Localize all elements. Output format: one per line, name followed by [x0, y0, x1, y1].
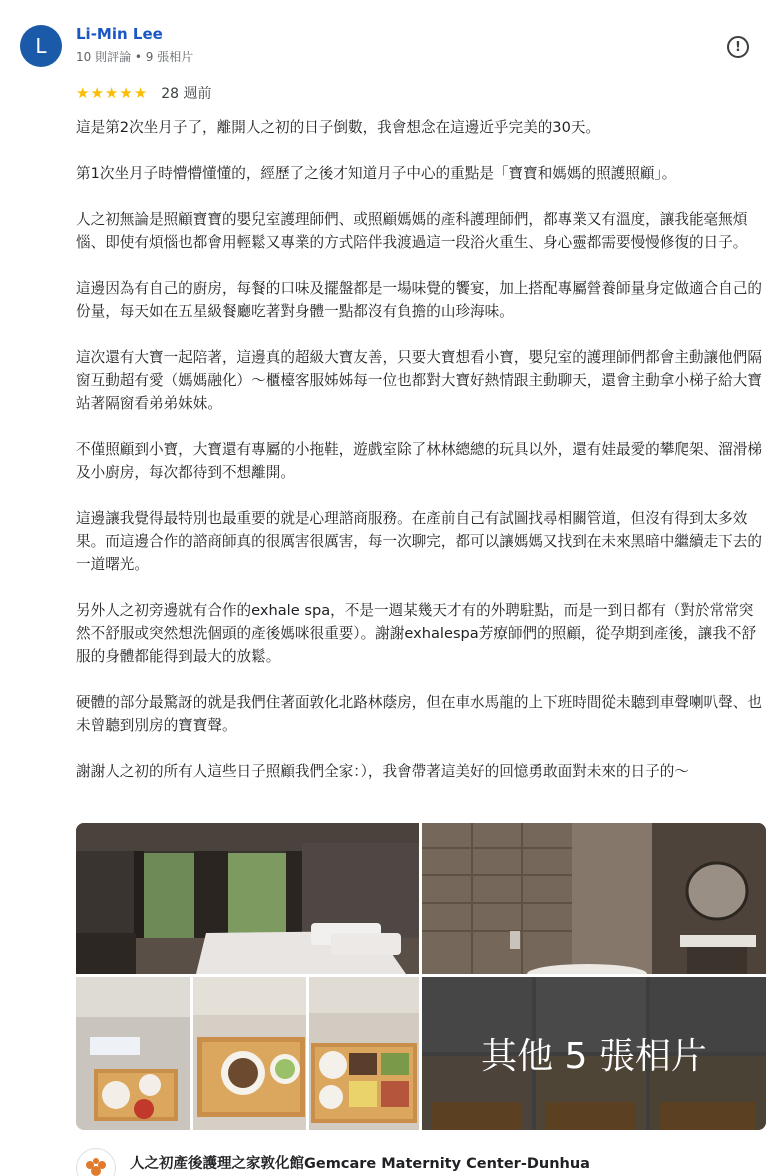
reviewer-name[interactable]: Li-Min Lee [76, 25, 163, 43]
facility-logo-icon [76, 1148, 116, 1176]
photo-more[interactable] [422, 977, 766, 1130]
star-icon: ★ [119, 83, 133, 102]
photo-meal-2[interactable] [193, 977, 306, 1130]
review-paragraph: 謝謝人之初的所有人這些日子照顧我們全家：），我會帶著這美好的回憶勇敢面對未來的日子的～ [76, 763, 689, 780]
more-photos-label[interactable]: 其他 5 張相片 [422, 977, 766, 1130]
reviewer-avatar[interactable]: L [20, 25, 62, 67]
star-icon: ★ [90, 83, 104, 102]
photo-bathroom[interactable] [422, 823, 766, 974]
review-paragraph: 第1次坐月子時懵懵懂懂的，經歷了之後才知道月子中心的重點是「寶寶和媽媽的照護照顧」。 [76, 165, 677, 182]
photo-bedroom[interactable] [76, 823, 419, 974]
rating-row [76, 82, 212, 104]
facility-name[interactable]: 人之初產後護理之家敦化館Gemcare Maternity Center-Dunhua [130, 1156, 590, 1172]
review-paragraph: 這邊讓我覺得最特別也最重要的就是心理諮商服務。在產前自己有試圖找尋相關管道，但沒有得到太多效果。而這邊合作的諮商師真的很厲害很厲害，每一次聊完，都可以讓媽媽又找到在未來黑暗中繼續走下去的一道曙光。 [76, 510, 762, 573]
review-text [76, 116, 766, 783]
photo-meal-3[interactable] [309, 977, 419, 1130]
star-icon: ★ [76, 83, 90, 102]
review-paragraph: 不僅照顧到小寶，大寶還有專屬的小拖鞋，遊戲室除了林林總總的玩具以外，還有娃最愛的攀爬架、溜滑梯及小廚房，每次都待到不想離開。 [76, 441, 762, 481]
review-header [0, 0, 768, 80]
photo-grid [76, 823, 766, 1130]
reviewer-meta: 10 則評論 • 9 張相片 [76, 50, 194, 64]
photo-meal-1[interactable] [76, 977, 190, 1130]
review-paragraph: 另外人之初旁邊就有合作的exhale spa，不是一週某幾天才有的外聘駐點，而是一到日都有（對於常常突然不舒服或突然想洗個頭的產後媽咪很重要）。謝謝exhalespa芳療師們的照顧，從孕期到產後，讓我不舒服的身體都能得到最大的放鬆。 [76, 602, 757, 665]
review-paragraph: 這是第2次坐月子了，離開人之初的日子倒數，我會想念在這邊近乎完美的30天。 [76, 119, 601, 136]
star-icon: ★ [104, 83, 119, 102]
place-footer[interactable] [0, 1140, 768, 1176]
review-paragraph: 這次還有大寶一起陪著，這邊真的超級大寶友善，只要大寶想看小寶，嬰兒室的護理師們都會主動讓他們隔窗互動超有愛（媽媽融化）～櫃檯客服姊姊每一位也都對大寶好熱情跟主動聊天，還會主動拿小梯子給大寶站著隔窗看弟弟妹妹。 [76, 349, 762, 412]
review-time: 28 週前 [161, 86, 212, 102]
review-paragraph: 人之初無論是照顧寶寶的嬰兒室護理師們、或照顧媽媽的產科護理師們，都專業又有溫度，讓我能毫無煩惱、即使有煩惱也都會用輕鬆又專業的方式陪伴我渡過這一段浴火重生、身心靈都需要慢慢修復的日子。 [76, 211, 748, 251]
star-icon: ★ [133, 83, 148, 102]
review-paragraph: 硬體的部分最驚訝的就是我們住著面敦化北路林蔭房，但在車水馬龍的上下班時間從未聽到車聲喇叭聲、也未曾聽到別房的寶寶聲。 [76, 694, 762, 734]
report-flag-icon[interactable]: ! [727, 36, 749, 58]
review-paragraph: 這邊因為有自己的廚房，每餐的口味及擺盤都是一場味覺的饗宴，加上搭配專屬營養師量身定做適合自己的份量，每天如在五星級餐廳吃著對身體一點都沒有負擔的山珍海味。 [76, 280, 762, 320]
star-rating [76, 83, 148, 102]
